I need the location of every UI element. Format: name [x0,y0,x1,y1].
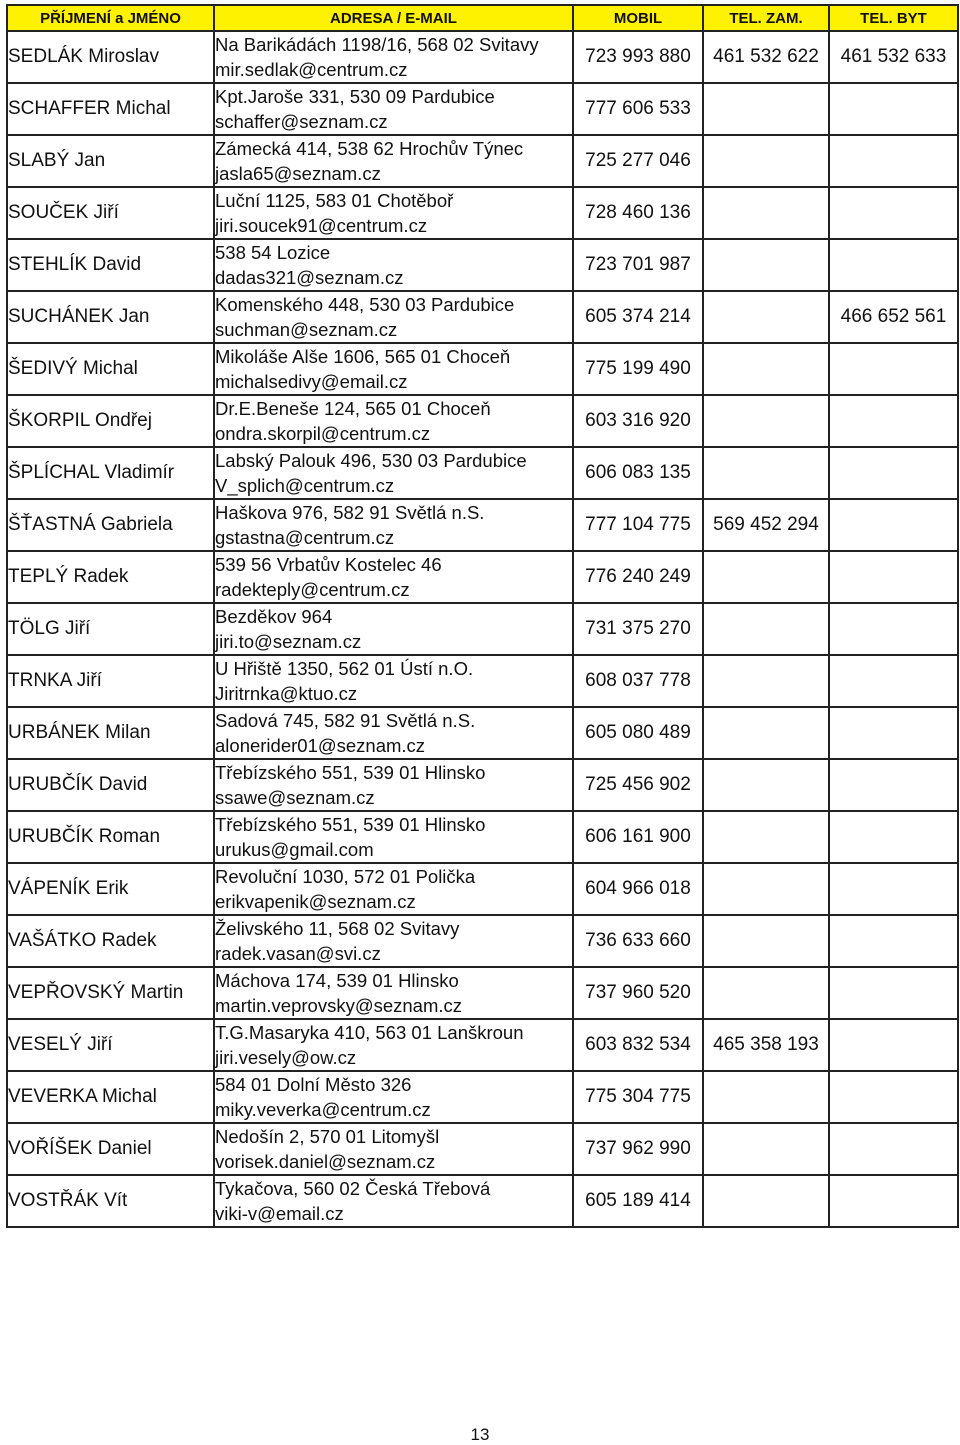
contact-address: Mikoláše Alše 1606, 565 01 Choceň [215,346,511,367]
home-phone [829,863,958,915]
contact-address: Haškova 976, 582 91 Světlá n.S. [215,502,485,523]
table-row [7,1071,958,1123]
home-phone [829,707,958,759]
table-row [7,655,958,707]
contact-email[interactable]: mir.sedlak@centrum.cz [215,59,408,80]
mobile-phone: 603 832 534 [573,1019,703,1071]
mobile-phone: 725 277 046 [573,135,703,187]
mobile-phone: 723 701 987 [573,239,703,291]
table-row [7,1019,958,1071]
work-phone: 461 532 622 [703,31,829,83]
contact-email[interactable]: jasla65@seznam.cz [215,163,381,184]
contact-email[interactable]: vorisek.daniel@seznam.cz [215,1151,436,1172]
mobile-phone: 725 456 902 [573,759,703,811]
mobile-phone: 606 083 135 [573,447,703,499]
contact-directory-table [6,4,959,1228]
home-phone [829,83,958,135]
work-phone [703,551,829,603]
contact-email[interactable]: martin.veprovsky@seznam.cz [215,995,463,1016]
column-header-work-phone: TEL. ZAM. [703,5,829,31]
table-row [7,1123,958,1175]
contact-name: SCHAFFER Michal [7,83,214,135]
contact-address-cell [214,863,573,915]
home-phone [829,135,958,187]
contact-address: Máchova 174, 539 01 Hlinsko [215,970,459,991]
table-row [7,759,958,811]
contact-name: TEPLÝ Radek [7,551,214,603]
home-phone [829,1071,958,1123]
work-phone [703,239,829,291]
home-phone [829,395,958,447]
contact-email[interactable]: gstastna@centrum.cz [215,527,395,548]
contact-email[interactable]: miky.veverka@centrum.cz [215,1099,431,1120]
contact-name: ŠEDIVÝ Michal [7,343,214,395]
contact-name: VOŘÍŠEK Daniel [7,1123,214,1175]
contact-email[interactable]: jiri.soucek91@centrum.cz [215,215,428,236]
home-phone [829,551,958,603]
work-phone [703,707,829,759]
contact-address-cell [214,83,573,135]
mobile-phone: 777 606 533 [573,83,703,135]
contact-address: 538 54 Lozice [215,242,331,263]
contact-email[interactable]: radekteply@centrum.cz [215,579,410,600]
home-phone [829,239,958,291]
contact-address-cell [214,1123,573,1175]
work-phone [703,1175,829,1227]
table-row [7,967,958,1019]
contact-address: Labský Palouk 496, 530 03 Pardubice [215,450,527,471]
work-phone [703,1071,829,1123]
table-row [7,499,958,551]
contact-address: Luční 1125, 583 01 Chotěboř [215,190,454,211]
contact-address-cell [214,239,573,291]
home-phone [829,447,958,499]
contact-address-cell [214,1175,573,1227]
contact-name: URBÁNEK Milan [7,707,214,759]
work-phone [703,915,829,967]
contact-email[interactable]: erikvapenik@seznam.cz [215,891,416,912]
contact-address-cell [214,811,573,863]
contact-address-cell [214,759,573,811]
work-phone [703,863,829,915]
table-header-row [7,5,958,31]
contact-address: Zámecká 414, 538 62 Hrochův Týnec [215,138,524,159]
work-phone [703,603,829,655]
work-phone [703,967,829,1019]
page-number: 13 [470,1425,490,1444]
contact-name: TÖLG Jiří [7,603,214,655]
table-row [7,135,958,187]
table-row [7,811,958,863]
contact-address: Třebízského 551, 539 01 Hlinsko [215,814,486,835]
table-row [7,31,958,83]
table-row [7,291,958,343]
contact-name: VAŠÁTKO Radek [7,915,214,967]
contact-address-cell [214,603,573,655]
contact-address: Sadová 745, 582 91 Světlá n.S. [215,710,476,731]
contact-address: Tykačova, 560 02 Česká Třebová [215,1178,491,1199]
contact-name: SOUČEK Jiří [7,187,214,239]
mobile-phone: 723 993 880 [573,31,703,83]
work-phone [703,83,829,135]
contact-name: VEPŘOVSKÝ Martin [7,967,214,1019]
home-phone [829,187,958,239]
contact-name: STEHLÍK David [7,239,214,291]
table-row [7,447,958,499]
contact-email[interactable]: schaffer@seznam.cz [215,111,388,132]
mobile-phone: 605 374 214 [573,291,703,343]
contact-address-cell [214,551,573,603]
contact-address: Nedošín 2, 570 01 Litomyšl [215,1126,440,1147]
contact-name: URUBČÍK David [7,759,214,811]
contact-address-cell [214,447,573,499]
contact-name: URUBČÍK Roman [7,811,214,863]
table-row [7,551,958,603]
contact-email[interactable]: dadas321@seznam.cz [215,267,404,288]
contact-email[interactable]: radek.vasan@svi.cz [215,943,381,964]
mobile-phone: 737 962 990 [573,1123,703,1175]
mobile-phone: 605 189 414 [573,1175,703,1227]
contact-address: Bezděkov 964 [215,606,333,627]
mobile-phone: 731 375 270 [573,603,703,655]
home-phone [829,603,958,655]
table-row [7,915,958,967]
home-phone [829,1175,958,1227]
contact-address-cell [214,395,573,447]
contact-address: Želivského 11, 568 02 Svitavy [215,918,460,939]
home-phone [829,759,958,811]
contact-email[interactable]: alonerider01@seznam.cz [215,735,426,756]
contact-name: VOSTŘÁK Vít [7,1175,214,1227]
contact-email[interactable]: urukus@gmail.com [215,839,374,860]
contact-email[interactable]: michalsedivy@email.cz [215,371,408,392]
contact-name: VESELÝ Jiří [7,1019,214,1071]
contact-address-cell [214,967,573,1019]
work-phone [703,655,829,707]
mobile-phone: 606 161 900 [573,811,703,863]
home-phone: 461 532 633 [829,31,958,83]
contact-email[interactable]: jiri.to@seznam.cz [215,631,362,652]
mobile-phone: 775 304 775 [573,1071,703,1123]
contact-address-cell [214,655,573,707]
contact-address: Třebízského 551, 539 01 Hlinsko [215,762,486,783]
mobile-phone: 605 080 489 [573,707,703,759]
contact-address: 584 01 Dolní Město 326 [215,1074,412,1095]
work-phone [703,343,829,395]
mobile-phone: 604 966 018 [573,863,703,915]
table-row [7,239,958,291]
mobile-phone: 603 316 920 [573,395,703,447]
contact-address-cell [214,187,573,239]
table-row [7,1175,958,1227]
contact-address: U Hřiště 1350, 562 01 Ústí n.O. [215,658,474,679]
contact-email[interactable]: ssawe@seznam.cz [215,787,375,808]
home-phone [829,499,958,551]
contact-name: VÁPENÍK Erik [7,863,214,915]
table-row [7,395,958,447]
contact-address-cell [214,499,573,551]
contact-name: TRNKA Jiří [7,655,214,707]
contact-email[interactable]: ondra.skorpil@centrum.cz [215,423,431,444]
table-body [7,31,958,1227]
contact-address: Revoluční 1030, 572 01 Polička [215,866,476,887]
work-phone: 465 358 193 [703,1019,829,1071]
contact-address-cell [214,1071,573,1123]
table-row [7,603,958,655]
table-row [7,343,958,395]
table-row [7,707,958,759]
mobile-phone: 728 460 136 [573,187,703,239]
mobile-phone: 777 104 775 [573,499,703,551]
work-phone [703,447,829,499]
contact-address-cell [214,707,573,759]
mobile-phone: 776 240 249 [573,551,703,603]
contact-address: 539 56 Vrbatův Kostelec 46 [215,554,442,575]
contact-address-cell [214,915,573,967]
home-phone: 466 652 561 [829,291,958,343]
home-phone [829,343,958,395]
work-phone [703,187,829,239]
column-header-address: ADRESA / E-MAIL [214,5,573,31]
mobile-phone: 737 960 520 [573,967,703,1019]
work-phone [703,1123,829,1175]
contact-name: SLABÝ Jan [7,135,214,187]
contact-address-cell [214,31,573,83]
table-row [7,83,958,135]
contact-address: T.G.Masaryka 410, 563 01 Lanškroun [215,1022,524,1043]
contact-address: Na Barikádách 1198/16, 568 02 Svitavy [215,34,539,55]
contact-name: VEVERKA Michal [7,1071,214,1123]
contact-address: Kpt.Jaroše 331, 530 09 Pardubice [215,86,495,107]
table-row [7,187,958,239]
home-phone [829,655,958,707]
contact-name: SUCHÁNEK Jan [7,291,214,343]
home-phone [829,1123,958,1175]
home-phone [829,967,958,1019]
work-phone [703,811,829,863]
mobile-phone: 736 633 660 [573,915,703,967]
contact-address: Dr.E.Beneše 124, 565 01 Choceň [215,398,491,419]
contact-name: ŠKORPIL Ondřej [7,395,214,447]
contact-email[interactable]: jiri.vesely@ow.cz [215,1047,357,1068]
home-phone [829,1019,958,1071]
contact-address-cell [214,1019,573,1071]
work-phone [703,759,829,811]
column-header-name: PŘÍJMENÍ a JMÉNO [7,5,214,31]
work-phone [703,291,829,343]
contact-address-cell [214,135,573,187]
home-phone [829,811,958,863]
contact-email[interactable]: suchman@seznam.cz [215,319,398,340]
contact-address: Komenského 448, 530 03 Pardubice [215,294,515,315]
contact-address-cell [214,343,573,395]
contact-name: SEDLÁK Miroslav [7,31,214,83]
mobile-phone: 608 037 778 [573,655,703,707]
contact-email[interactable]: viki-v@email.cz [215,1203,344,1224]
contact-email[interactable]: V_splich@centrum.cz [215,475,395,496]
contact-address-cell [214,291,573,343]
contact-name: ŠPLÍCHAL Vladimír [7,447,214,499]
home-phone [829,915,958,967]
table-row [7,863,958,915]
work-phone: 569 452 294 [703,499,829,551]
work-phone [703,395,829,447]
contact-email[interactable]: Jiritrnka@ktuo.cz [215,683,358,704]
column-header-mobile: MOBIL [573,5,703,31]
column-header-home-phone: TEL. BYT [829,5,958,31]
contact-name: ŠŤASTNÁ Gabriela [7,499,214,551]
work-phone [703,135,829,187]
mobile-phone: 775 199 490 [573,343,703,395]
